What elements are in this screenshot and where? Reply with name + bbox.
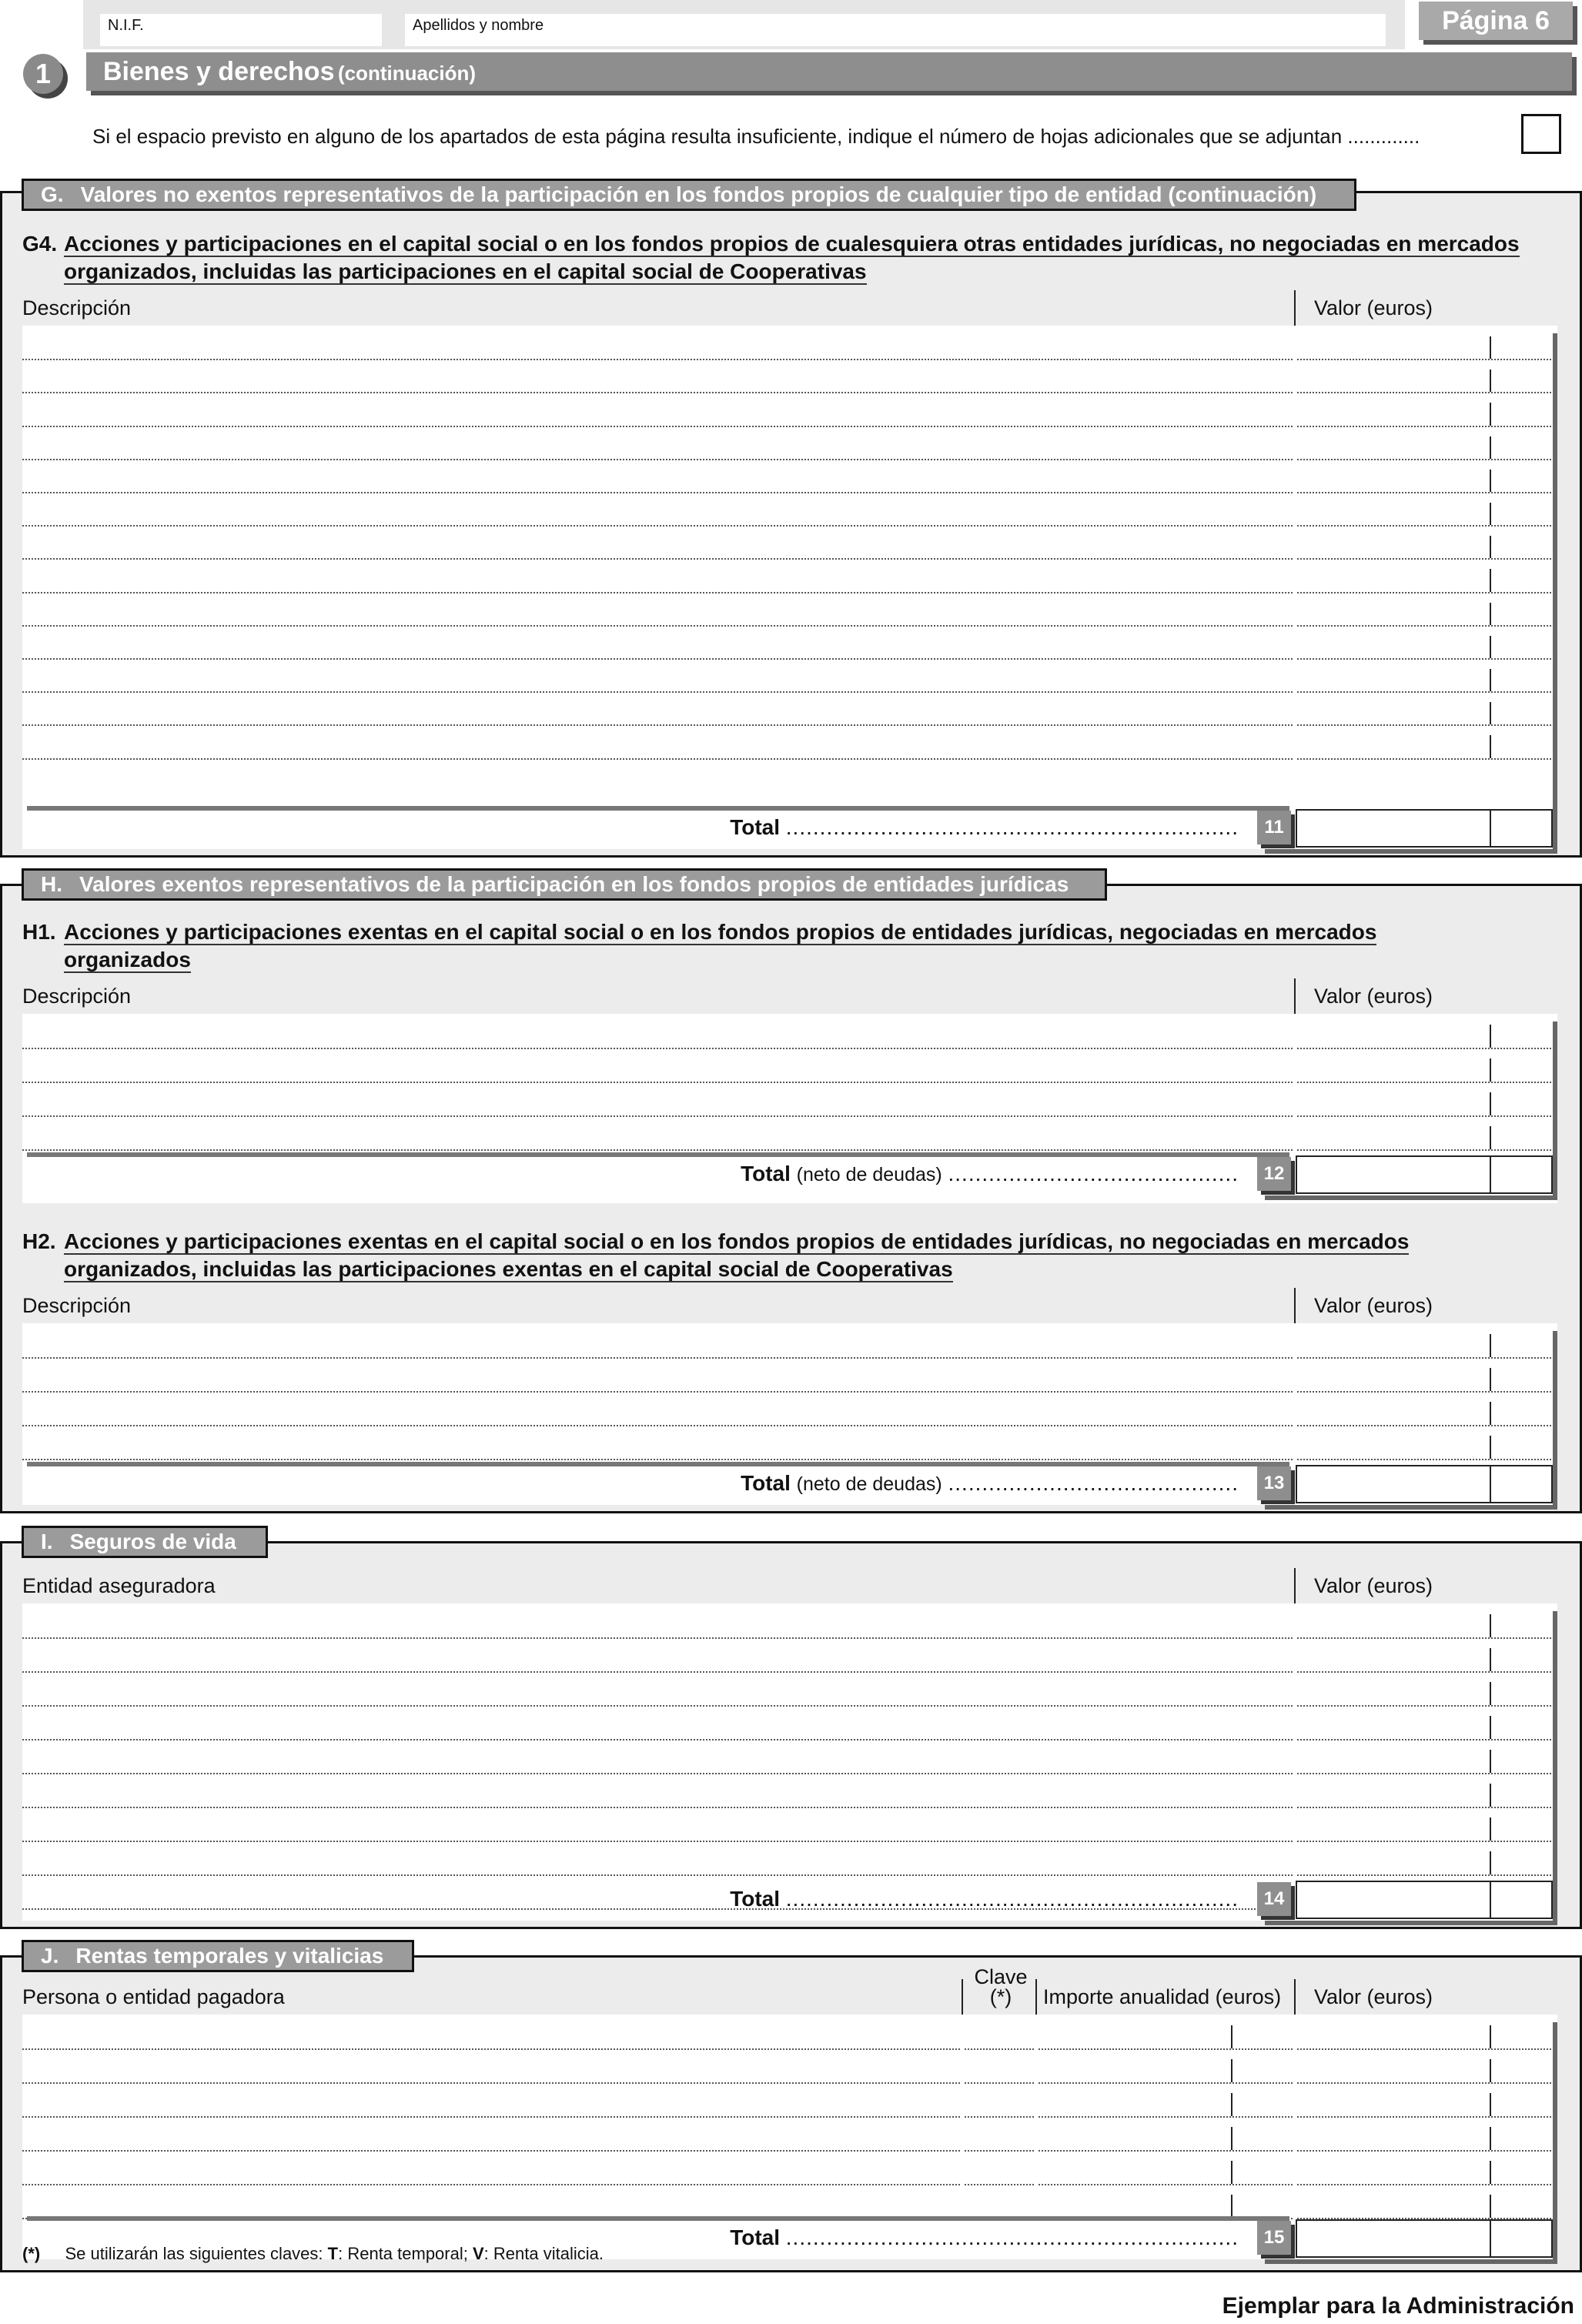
entry-row-cell[interactable] (1039, 2048, 1293, 2050)
table-shadow-right (1553, 1331, 1557, 1510)
total-word: Total (730, 815, 780, 839)
section-i-tab (22, 1526, 268, 1558)
j-col-valor: Valor (euros) (1314, 1985, 1433, 2008)
cents-separator (1490, 2025, 1491, 2048)
entry-row-cell[interactable] (1039, 2116, 1293, 2118)
j-col-clave-line2: (*) (989, 1985, 1012, 2008)
g-col-valor: Valor (euros) (1314, 296, 1433, 319)
cents-separator (1490, 1436, 1491, 1459)
entry-row[interactable] (22, 1048, 1293, 1049)
table-shadow-bottom (1265, 1195, 1557, 1200)
value-cell[interactable] (1297, 1637, 1551, 1639)
section-h-title: Valores exentos representativos de la participación en los fondos propios de entidades jurídicas (79, 872, 1069, 896)
entry-row-cell[interactable] (1039, 2150, 1293, 2152)
total-word: Total (741, 1162, 791, 1185)
entry-row[interactable] (22, 2048, 960, 2050)
total-label (730, 1887, 1239, 1911)
j-footnote-t: T (327, 2244, 339, 2263)
cents-separator (1490, 2059, 1491, 2082)
section-i (0, 1541, 1582, 1929)
h1-heading (22, 918, 1376, 974)
total-leader-dots: ........................................... (948, 1471, 1239, 1495)
total-label (741, 1471, 1239, 1496)
entry-row-cell[interactable] (965, 2048, 1034, 2050)
h1-heading-line1: Acciones y participaciones exentas en el capital social o en los fondos propios de entidades jurídicas, negociadas en mercados (64, 920, 1377, 944)
value-cell[interactable] (1297, 1773, 1551, 1774)
h2-heading-line2: organizados, incluidas las participaciones exentas en el capital social de Cooperativas (64, 1257, 953, 1281)
h2-col-descripcion: Descripción (22, 1294, 132, 1317)
value-cell[interactable] (1297, 392, 1551, 393)
cents-separator (1490, 569, 1491, 591)
page-subtitle: (continuación) (337, 62, 477, 85)
j-footnote-text-a: Se utilizarán las siguientes claves: (65, 2244, 323, 2263)
entry-row[interactable] (22, 2082, 960, 2084)
entry-row[interactable] (22, 1459, 1293, 1460)
value-cell[interactable] (1297, 1149, 1551, 1151)
value-cell[interactable] (1297, 691, 1551, 693)
value-cell[interactable] (1297, 658, 1551, 660)
importe-cents-separator (1231, 2161, 1232, 2184)
cents-separator (1490, 1092, 1491, 1115)
section-j-title: Rentas temporales y vitalicias (75, 1944, 384, 1968)
cents-separator (1490, 1784, 1491, 1807)
cents-separator (1490, 1716, 1491, 1739)
entry-row[interactable] (22, 1841, 1293, 1842)
section-g (0, 191, 1582, 858)
j-footnote-mark: (*) (22, 2244, 41, 2263)
value-cell[interactable] (1297, 592, 1551, 594)
total-cents-separator (1490, 1155, 1491, 1194)
cents-separator (1490, 336, 1491, 359)
table-shadow-right (1553, 2022, 1557, 2264)
cents-separator (1490, 1851, 1491, 1874)
entry-row[interactable] (22, 1773, 1293, 1774)
cents-separator (1490, 1368, 1491, 1391)
value-cell[interactable] (1297, 758, 1551, 760)
j-col-persona: Persona o entidad pagadora (22, 1985, 285, 2008)
j-col-importe: Importe anualidad (euros) (1043, 1985, 1282, 2008)
total-cents-separator (1490, 2219, 1491, 2258)
i-col-valor: Valor (euros) (1314, 1574, 1433, 1597)
entry-row[interactable] (22, 1149, 1293, 1151)
j-footnote (22, 2244, 604, 2264)
section-i-letter: I. (41, 1530, 53, 1553)
entry-row[interactable] (22, 1637, 1293, 1639)
total-cents-separator (1490, 1881, 1491, 1919)
cents-separator (1490, 1817, 1491, 1841)
total-divider (27, 1462, 1289, 1466)
entry-row-cell[interactable] (965, 2082, 1034, 2084)
h1-code: H1. (22, 920, 56, 944)
total-word: Total (741, 1471, 791, 1495)
value-cell[interactable] (1297, 359, 1551, 360)
total-note: (neto de deudas) (796, 1473, 942, 1495)
i-table-body (22, 1603, 1557, 1921)
i-col-entidad: Entidad aseguradora (22, 1574, 216, 1597)
h1-col-descripcion: Descripción (22, 985, 132, 1008)
page-title: Bienes y derechos (103, 57, 335, 86)
h2-heading (22, 1228, 1409, 1283)
section-g-title: Valores no exentos representativos de la participación en los fondos propios de cualquier tipo de entidad (continuación) (80, 182, 1317, 206)
h2-heading-line1: Acciones y participaciones exentas en el capital social o en los fondos propios de entidades jurídicas, no negociadas en mercados (64, 1229, 1410, 1253)
value-cell[interactable] (1297, 1082, 1551, 1083)
entry-row[interactable] (22, 2150, 960, 2152)
table-shadow-bottom (1265, 2259, 1557, 2264)
cents-separator (1490, 735, 1491, 757)
box-number: 12 (1257, 1157, 1291, 1191)
cents-separator (1490, 1614, 1491, 1637)
entry-row[interactable] (22, 1671, 1293, 1673)
total-value-field[interactable] (1296, 2219, 1553, 2258)
value-cell[interactable] (1297, 1739, 1551, 1740)
cents-separator (1490, 2093, 1491, 2116)
section-j-letter: J. (41, 1944, 59, 1968)
entry-row[interactable] (22, 758, 1293, 760)
nif-label: N.I.F. (108, 17, 144, 34)
entry-row[interactable] (22, 359, 1293, 360)
value-cell[interactable] (1297, 459, 1551, 460)
cents-separator (1490, 369, 1491, 392)
table-shadow-right (1553, 333, 1557, 854)
section-j (0, 1955, 1582, 2272)
entry-row[interactable] (22, 426, 1293, 427)
cents-separator (1490, 1058, 1491, 1082)
value-cell[interactable] (1297, 625, 1551, 627)
value-cell[interactable] (1297, 2082, 1551, 2084)
cents-separator (1490, 470, 1491, 492)
entry-row[interactable] (22, 492, 1293, 493)
importe-cents-separator (1231, 2127, 1232, 2150)
entry-row[interactable] (22, 658, 1293, 660)
entry-row[interactable] (22, 1705, 1293, 1707)
page-number-badge: Página 6 (1419, 2, 1573, 40)
total-leader-dots: ................................................................... (785, 1887, 1239, 1911)
cents-separator (1490, 1126, 1491, 1149)
table-shadow-bottom (1265, 1505, 1557, 1510)
value-cell[interactable] (1297, 2184, 1551, 2185)
g4-heading-line2: organizados, incluidas las participaciones en el capital social de Cooperativas (64, 259, 867, 283)
g-table-body (22, 326, 1557, 849)
section-g-letter: G. (41, 182, 64, 206)
value-cell[interactable] (1297, 1048, 1551, 1049)
value-cell[interactable] (1297, 1459, 1551, 1460)
cents-separator (1490, 1025, 1491, 1048)
cents-separator (1490, 2161, 1491, 2184)
h2-col-valor: Valor (euros) (1314, 1294, 1433, 1317)
g4-code: G4. (22, 232, 58, 256)
total-value-field[interactable] (1296, 1465, 1553, 1503)
value-cell[interactable] (1297, 1874, 1551, 1876)
total-label (730, 2225, 1239, 2250)
entry-row-cell[interactable] (965, 2184, 1034, 2185)
value-cell[interactable] (1297, 1391, 1551, 1393)
table-shadow-bottom (1265, 849, 1557, 854)
entry-row[interactable] (22, 592, 1293, 594)
total-word: Total (730, 1887, 780, 1911)
value-cell[interactable] (1297, 2048, 1551, 2050)
entry-row[interactable] (22, 2184, 960, 2185)
total-divider (27, 2216, 1289, 2221)
cents-separator (1490, 536, 1491, 558)
total-note: (neto de deudas) (796, 1164, 942, 1185)
cents-separator (1490, 503, 1491, 525)
entry-row[interactable] (22, 1115, 1293, 1117)
j-footnote-v: V (472, 2244, 484, 2263)
g4-heading-line1: Acciones y participaciones en el capital social o en los fondos propios de cualesquiera otras entidades jurídicas, no negociadas en mercados (64, 232, 1520, 256)
total-leader-dots: ................................................................... (785, 2225, 1239, 2249)
entry-row-cell[interactable] (965, 2150, 1034, 2152)
section-i-title: Seguros de vida (69, 1530, 236, 1553)
extra-sheets-count-box[interactable] (1521, 114, 1561, 154)
entry-row-cell[interactable] (1039, 2082, 1293, 2084)
cents-separator (1490, 1334, 1491, 1357)
cents-separator (1490, 603, 1491, 625)
cents-separator (1490, 1682, 1491, 1705)
section-h-letter: H. (41, 872, 62, 896)
section-h-tab (22, 868, 1107, 901)
total-divider (27, 1152, 1289, 1157)
value-cell[interactable] (1297, 2116, 1551, 2118)
table-shadow-bottom (1265, 1921, 1557, 1925)
g-col-descripcion: Descripción (22, 296, 132, 319)
cents-separator (1490, 1750, 1491, 1773)
total-word: Total (730, 2225, 780, 2249)
cents-separator (1490, 636, 1491, 658)
entry-row[interactable] (22, 1874, 1293, 1876)
value-cell[interactable] (1297, 426, 1551, 427)
j-col-clave-line1: Clave (974, 1965, 1028, 1988)
name-field[interactable] (405, 14, 1386, 46)
box-number: 14 (1257, 1882, 1291, 1916)
value-cell[interactable] (1297, 2150, 1551, 2152)
box-number: 15 (1257, 2221, 1291, 2255)
value-cell[interactable] (1297, 1841, 1551, 1842)
j-col-clave (972, 1967, 1029, 2007)
importe-cents-separator (1231, 2025, 1232, 2048)
box-number: 13 (1257, 1466, 1291, 1500)
value-cell[interactable] (1297, 724, 1551, 726)
entry-row[interactable] (22, 1357, 1293, 1359)
entry-row-cell[interactable] (1039, 2184, 1293, 2185)
total-label (730, 815, 1239, 840)
total-value-field[interactable] (1296, 809, 1553, 848)
importe-cents-separator (1231, 2093, 1232, 2116)
value-cell[interactable] (1297, 1357, 1551, 1359)
total-cents-separator (1490, 809, 1491, 848)
section-j-tab (22, 1940, 414, 1972)
entry-row[interactable] (22, 459, 1293, 460)
importe-cents-separator (1231, 2195, 1232, 2218)
entry-row[interactable] (22, 625, 1293, 627)
name-label: Apellidos y nombre (413, 17, 544, 34)
section-number-circle: 1 (23, 54, 63, 94)
h1-heading-line2: organizados (64, 948, 191, 971)
total-leader-dots: ........................................... (948, 1162, 1239, 1185)
footer-copy-label: Ejemplar para la Administración (1222, 2293, 1574, 2319)
box-number: 11 (1257, 811, 1291, 844)
total-label (741, 1162, 1239, 1186)
entry-row-cell[interactable] (965, 2116, 1034, 2118)
entry-row[interactable] (22, 558, 1293, 560)
section-h (0, 884, 1582, 1513)
cents-separator (1490, 669, 1491, 691)
value-cell[interactable] (1297, 1705, 1551, 1707)
value-cell[interactable] (1297, 1115, 1551, 1117)
value-cell[interactable] (1297, 1425, 1551, 1426)
entry-row[interactable] (22, 691, 1293, 693)
total-leader-dots: ................................................................... (785, 815, 1239, 839)
total-cents-separator (1490, 1465, 1491, 1503)
cents-separator (1490, 1648, 1491, 1671)
value-cell[interactable] (1297, 525, 1551, 527)
entry-row[interactable] (22, 1391, 1293, 1393)
nif-field[interactable] (100, 14, 382, 46)
entry-row[interactable] (22, 1807, 1293, 1808)
total-value-field[interactable] (1296, 1881, 1553, 1919)
cents-separator (1490, 2127, 1491, 2150)
cents-separator (1490, 436, 1491, 459)
value-cell[interactable] (1297, 1807, 1551, 1808)
g4-heading (22, 230, 1520, 286)
entry-row[interactable] (22, 392, 1293, 393)
total-value-field[interactable] (1296, 1155, 1553, 1194)
entry-row[interactable] (22, 525, 1293, 527)
entry-row[interactable] (22, 2116, 960, 2118)
entry-row[interactable] (22, 724, 1293, 726)
cents-separator (1490, 702, 1491, 724)
extra-sheets-note: Si el espacio previsto en alguno de los apartados de esta página resulta insuficiente, indique el número de hojas adicionales que se adjuntan ............. (92, 125, 1420, 148)
value-cell[interactable] (1297, 492, 1551, 493)
value-cell[interactable] (1297, 1671, 1551, 1673)
value-cell[interactable] (1297, 558, 1551, 560)
section-g-tab (22, 179, 1356, 211)
section-title-bar (86, 52, 1572, 91)
entry-row[interactable] (22, 1739, 1293, 1740)
h2-code: H2. (22, 1229, 56, 1253)
table-shadow-right (1553, 1611, 1557, 1925)
cents-separator (1490, 2195, 1491, 2218)
j-footnote-text-b: : Renta temporal; (338, 2244, 468, 2263)
cents-separator (1490, 1402, 1491, 1425)
cents-separator (1490, 403, 1491, 425)
importe-cents-separator (1231, 2059, 1232, 2082)
table-shadow-right (1553, 1022, 1557, 1200)
h1-col-valor: Valor (euros) (1314, 985, 1433, 1008)
entry-row[interactable] (22, 1082, 1293, 1083)
entry-row[interactable] (22, 1425, 1293, 1426)
total-divider (27, 806, 1289, 811)
j-footnote-text-c: : Renta vitalicia. (483, 2244, 604, 2263)
